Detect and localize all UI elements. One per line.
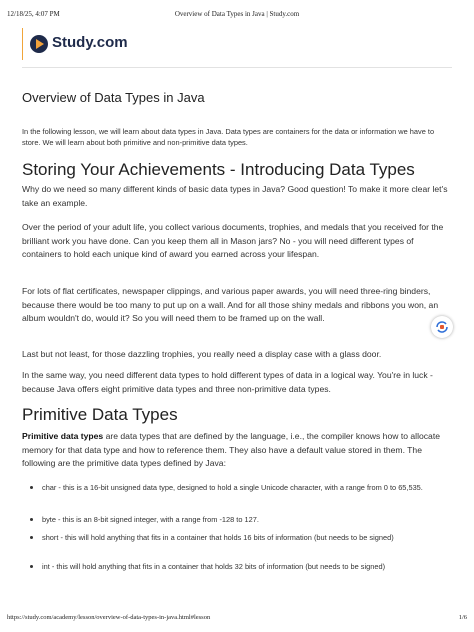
primitive-term: Primitive data types bbox=[22, 431, 104, 441]
list-item bbox=[30, 532, 445, 543]
primitive-intro bbox=[22, 430, 450, 471]
translate-icon bbox=[435, 320, 449, 334]
lesson-intro: In the following lesson, we will learn about data types in Java. Data types are containers for the data or information we have to store. We will learn about both primitive and non-primitive data types. bbox=[22, 127, 435, 147]
section-heading-primitive: Primitive Data Types bbox=[22, 405, 178, 424]
bullet-icon bbox=[30, 518, 33, 521]
list-item bbox=[30, 514, 445, 525]
print-datetime: 12/18/25, 4:07 PM bbox=[7, 10, 60, 18]
paragraph: Over the period of your adult life, you collect various documents, trophies, and medals that you received for the brilliant work you have done. Can you keep them all in Mason jars? No - you will need different types of containers to hold each unique kind of award you earned across your lifespan. bbox=[22, 222, 444, 260]
bullet-icon bbox=[30, 486, 33, 489]
print-footer bbox=[7, 614, 467, 624]
list-item bbox=[30, 482, 445, 493]
logo-text: Study.com bbox=[52, 34, 128, 51]
paragraph: For lots of flat certificates, newspaper clippings, and various paper awards, you will need three-ring binders, because there would be too many to put up on a wall. And for all those shiny medals and ribbons you won, an album wouldn't do, would it? So you will need them to be framed up on the wall. bbox=[22, 286, 439, 324]
print-url: https://study.com/academy/lesson/overview-of-data-types-in-java.html#lesson bbox=[7, 614, 211, 621]
bullet-icon bbox=[30, 565, 33, 568]
bullet-icon bbox=[30, 536, 33, 539]
paragraph: Why do we need so many different kinds of basic data types in Java? Good question! To make it more clear let's take an example. bbox=[22, 184, 448, 208]
header-divider bbox=[22, 67, 452, 68]
lesson-title: Overview of Data Types in Java bbox=[22, 90, 205, 105]
list-item bbox=[30, 561, 445, 572]
list-item-text: int - this will hold anything that fits in a container that holds 32 bits of information (but needs to be signed) bbox=[42, 562, 386, 571]
print-page-number: 1/6 bbox=[458, 614, 467, 621]
primitive-definition: are data types that are defined by the language, i.e., the compiler knows how to allocate memory for that data type and how to reference them. They also have a default value stored in them. The following are the primitive data types defined by Java: bbox=[22, 431, 441, 469]
print-header bbox=[7, 10, 467, 22]
study-logo[interactable] bbox=[22, 28, 138, 60]
list-item-text: short - this will hold anything that fits in a container that holds 16 bits of information (but needs to be signed) bbox=[42, 533, 394, 542]
section-heading-data-types: Storing Your Achievements - Introducing Data Types bbox=[22, 160, 415, 179]
list-item-text: char - this is a 16-bit unsigned data type, designed to hold a single Unicode character, with a range from 0 to 65,535. bbox=[42, 483, 423, 492]
paragraph: Last but not least, for those dazzling trophies, you really need a display case with a glass door. bbox=[22, 349, 382, 359]
paragraph: In the same way, you need different data types to hold different types of data in a logical way. You're in luck - because Java offers eight primitive data types and three non-primitive data types. bbox=[22, 370, 433, 394]
play-icon bbox=[30, 35, 48, 53]
list-item-text: byte - this is an 8-bit signed integer, with a range from -128 to 127. bbox=[42, 515, 259, 524]
translate-button[interactable] bbox=[431, 316, 453, 338]
print-title: Overview of Data Types in Java | Study.com bbox=[174, 10, 300, 18]
